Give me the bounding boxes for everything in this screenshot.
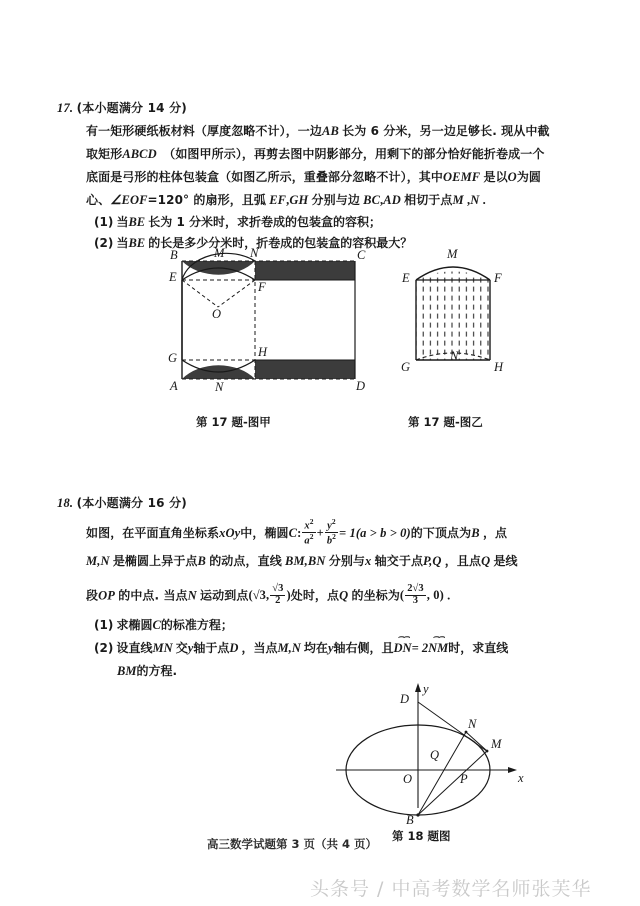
q17-l4-bc: BC — [363, 193, 381, 207]
fig17a-label-H: H — [258, 345, 268, 359]
q18-l3-text-a: 段 — [86, 588, 99, 603]
q17-line-4 — [86, 191, 486, 208]
q18-l3-text-b: 的中点. 当点 — [118, 588, 188, 603]
q18-line-1: 如图，在平面直角坐标系xOy中，椭圆C: $\frac{x^2}{a^2}$ + $\frac{y^2}{b^2}$ = 1(a > b > 0)的下顶点为B ，点 — [86, 517, 508, 547]
fig17a-caption: 第 17 题-图甲 — [196, 415, 271, 429]
q18-sub1-c: C — [152, 618, 161, 632]
q18-eq-den1: a — [304, 535, 310, 547]
figure-18-svg — [330, 680, 545, 845]
q17-sub2-text-b: 的长是多少分米时，折卷成的包装盒的容积最大？ — [148, 236, 413, 250]
q18-l1-B: B — [471, 525, 480, 540]
q18-l3-pty-num: √3 — [272, 583, 284, 594]
fig17a-label-N-bottom: N — [215, 380, 224, 394]
q17-l4-angle: ∠EOF — [110, 193, 148, 207]
q18-sub2-bm: BM — [117, 664, 137, 678]
q18-sub-1 — [94, 616, 233, 633]
q18-l1-text-b: 中，椭圆 — [240, 525, 289, 540]
q18-l3-n: N — [187, 588, 197, 603]
q17-sub-1 — [94, 213, 381, 230]
q18-sub2-y2: y — [327, 641, 334, 655]
fig18-label-N: N — [468, 717, 477, 731]
q18-l3-op: OP — [98, 588, 115, 603]
q18-sub1-text-a: 求椭圆 — [116, 618, 153, 632]
q17-l4-comma1: , — [286, 193, 290, 207]
q18-sub-2 — [94, 639, 508, 656]
q17-line-2 — [86, 145, 544, 162]
q18-eq-num1: x — [304, 520, 310, 532]
q18-sub2-text-c: 轴于点 — [193, 641, 230, 655]
q18-frac-2sqrt3-3 — [405, 584, 426, 607]
q18-frac-sqrt3-2 — [270, 584, 285, 607]
q17-line-3 — [86, 168, 541, 185]
q18-sub2-text-a: 设直线 — [116, 641, 153, 655]
fig17b-label-E: E — [402, 271, 410, 285]
figure-17-yi — [398, 247, 558, 429]
q17-l2-abcd: ABCD — [122, 147, 157, 161]
q17-l4-gh: GH — [289, 193, 309, 207]
point-N — [465, 731, 468, 734]
q18-l1-text-d: 的下顶点为 — [410, 525, 472, 540]
fig17a-label-E: E — [169, 270, 177, 284]
q18-eq-num2: y — [327, 520, 332, 532]
q17-l4-ef: EF — [269, 193, 287, 207]
segment-NM — [466, 732, 487, 751]
q17-l2-text-b: （如图甲所示），再剪去图中阴影部分，用剩下的部分恰好能折卷成一个 — [163, 147, 545, 161]
q18-sub2-d: D — [229, 641, 239, 655]
fig17a-label-G: G — [168, 351, 178, 365]
line-BM — [418, 748, 487, 815]
fig17a-label-F: F — [258, 280, 266, 294]
q17-sub1-be: BE — [128, 215, 146, 229]
q18-l1-text-a: 如图，在平面直角坐标系 — [86, 525, 220, 540]
q18-l3-q-num: 2√3 — [407, 583, 424, 594]
q18-line-2 — [86, 552, 518, 569]
watermark: 头条号 / 中高考数学名师张芙华 — [310, 878, 592, 900]
fig17b-label-H: H — [494, 360, 504, 374]
fig17a-label-M: M — [214, 246, 225, 260]
q18-l3-q-tail: , 0) — [426, 588, 444, 603]
q17-l4-text-a: 心、 — [86, 193, 111, 207]
fig17a-label-D: D — [356, 379, 366, 393]
q17-sub1-marker: (1) — [94, 215, 114, 229]
q17-l4-ad: AD — [383, 193, 401, 207]
q18-sub2-mn: MN — [152, 641, 173, 655]
q17-line-1 — [86, 122, 550, 139]
q17-l3-text-c: 为圆 — [516, 170, 542, 184]
q18-l3-text-c: 运动到点 — [200, 588, 249, 603]
q18-l2-x: x — [365, 554, 372, 568]
q17-l4-m: M — [452, 193, 464, 207]
q18-l3-period: . — [447, 588, 451, 603]
q17-number-line — [57, 99, 187, 116]
q18-l2-mn: M,N — [86, 554, 110, 568]
fig17b-label-G: G — [401, 360, 411, 374]
q18-l3-q-den: 3 — [412, 594, 419, 606]
q18-sub2-text-e: 均在 — [303, 641, 328, 655]
fig17a-label-B: B — [170, 248, 178, 262]
fig18-label-D: D — [400, 692, 410, 706]
q18-sub2-text-h: 的方程. — [136, 664, 178, 678]
q18-l3-pty-den: 2 — [275, 594, 281, 606]
q18-l2-text-b: 的动点，直线 — [209, 554, 282, 568]
q18-eq-tail: = 1(a > b > 0) — [339, 525, 411, 540]
q17-l2-text-a: 取矩形 — [86, 147, 123, 161]
fig18-label-M: M — [491, 737, 502, 751]
figure-17-jia-svg — [160, 250, 375, 410]
q18-sub2-text-f: 轴右侧，且 — [333, 641, 394, 655]
fig17b-label-N: N — [450, 349, 459, 363]
fig18-label-y: y — [423, 682, 429, 696]
q18-sub2-y: y — [187, 641, 194, 655]
q17-l4-eq: =120° 的扇形，且弧 — [147, 193, 266, 207]
q18-eq-den2: b — [326, 535, 333, 547]
fig18-caption: 第 18 题图 — [392, 829, 451, 843]
q17-l4-n: N — [470, 193, 480, 207]
q18-sub1-marker: (1) — [94, 618, 114, 632]
q18-sub2-text-g: 时，求直线 — [448, 641, 509, 655]
q18-l3-ptx: √3 — [252, 588, 267, 603]
q18-sub2-text-b: 交 — [175, 641, 188, 655]
q18-l2-text-a: 是椭圆上异于点 — [112, 554, 198, 568]
q17-sub2-be: BE — [128, 236, 146, 250]
fig17a-label-A: A — [170, 379, 178, 393]
q18-sub1-text-b: 的标准方程； — [160, 618, 233, 632]
q17-l1-text-a: 有一矩形硬纸板材料（厚度忽略不计），一边 — [86, 124, 323, 138]
q18-point-n-coord: (√3, $\frac{√3}{2}$ ) — [248, 583, 291, 606]
shade-top-right — [255, 261, 355, 280]
q17-l3-oemf: OEMF — [443, 170, 481, 184]
q17-l4-text-c: 相切于点 — [404, 193, 453, 207]
q17-sub1-text-a: 当 — [116, 215, 129, 229]
q17-l4-period: . — [482, 193, 486, 207]
fig17b-label-M: M — [447, 247, 458, 261]
q18-sub2-eq: = 2 — [411, 641, 429, 655]
fig17b-label-F: F — [494, 271, 502, 285]
fig17b-caption: 第 17 题-图乙 — [408, 415, 483, 429]
q18-point-q-coord: ( $\frac{2√3}{3}$ , 0) — [399, 583, 444, 606]
figure-17-yi-svg — [398, 247, 558, 410]
line-BN — [418, 732, 466, 815]
q18-frac-y2-b2: $\frac{y^2}{b^2}$ — [326, 517, 337, 547]
q17-l1-text-b: 长为 6 分米，另一边足够长. 现从中截 — [342, 124, 550, 138]
shade-bottom-right — [255, 360, 355, 379]
q18-l1-c: C — [288, 525, 298, 540]
q17-l1-ab: AB — [322, 124, 339, 138]
q18-l2-pq: P,Q — [423, 554, 442, 568]
fig17a-label-O: O — [212, 307, 222, 321]
fig18-label-Q: Q — [430, 748, 440, 762]
q17-l3-text-b: 是以 — [483, 170, 508, 184]
q18-l2-text-f: 是线 — [493, 554, 518, 568]
q17-number: 17. — [57, 101, 74, 115]
q18-sub2-vec-nm: ⌢⌢ NM — [428, 641, 448, 656]
q18-number-line — [57, 494, 187, 511]
q18-sub2-vec-dn: ⌢⌢ DN — [394, 641, 412, 656]
q18-l3-text-d: 处时，点 — [290, 588, 340, 603]
q18-sub2-mn2: M,N — [277, 641, 301, 655]
fig17a-label-C: C — [357, 248, 366, 262]
q17-l4-comma3: , — [466, 193, 471, 207]
q17-sub2-text-a: 当 — [116, 236, 129, 250]
body-fill — [416, 271, 490, 360]
q17-l3-o: O — [507, 170, 517, 184]
fig18-label-B: B — [406, 813, 414, 827]
q18-l3-q: Q — [339, 588, 349, 603]
figure-18 — [330, 680, 545, 845]
page-footer: 高三数学试题第 3 页（共 4 页） — [207, 837, 378, 851]
y-axis-arrow — [415, 683, 421, 692]
q18-l2-text-c: 分别与 — [328, 554, 366, 568]
q18-l1-colon: : — [297, 525, 302, 540]
q18-l1-xoy: xOy — [219, 525, 241, 540]
q17-marks: (本小题满分 14 分) — [76, 101, 187, 115]
q18-sub-2-cont — [117, 662, 177, 679]
q18-line-3 — [86, 585, 450, 608]
fig18-label-x: x — [518, 771, 524, 785]
fig18-label-P: P — [460, 772, 468, 786]
q18-sub2-marker: (2) — [94, 641, 114, 655]
q17-sub2-marker: (2) — [94, 236, 114, 250]
x-axis-arrow — [508, 767, 517, 773]
line-DM — [418, 702, 488, 752]
q18-l2-b: B — [197, 554, 206, 568]
q18-l1-text-e: ，点 — [482, 525, 508, 540]
point-B — [416, 813, 419, 816]
q18-frac-x2-a2: $\frac{x^2}{a^2}$ — [304, 517, 314, 547]
fig17a-label-N-top: N — [250, 246, 259, 260]
figure-17-jia — [160, 246, 375, 429]
q18-l2-bm: BM, — [285, 554, 308, 568]
point-M — [486, 750, 489, 753]
q18-l2-text-e: ，且点 — [444, 554, 482, 568]
q17-l4-comma2: , — [380, 193, 384, 207]
q17-l4-text-b: 分别与边 — [311, 193, 360, 207]
q18-l2-bn: BN — [307, 554, 326, 568]
q18-marks: (本小题满分 16 分) — [76, 496, 187, 510]
q18-number: 18. — [57, 496, 74, 510]
q18-sub2-text-d2: ，当点 — [241, 641, 278, 655]
q18-l3-text-e: 的坐标为 — [351, 588, 400, 603]
q17-l3-text-a: 底面是弓形的柱体包装盒（如图乙所示，重叠部分忽略不计），其中 — [86, 170, 444, 184]
q18-l2-q: Q — [481, 554, 491, 568]
q17-sub1-text-b: 长为 1 分米时，求折卷成的包装盒的容积； — [148, 215, 381, 229]
q18-l2-text-d: 轴交于点 — [374, 554, 424, 568]
fig18-label-O: O — [403, 772, 413, 786]
